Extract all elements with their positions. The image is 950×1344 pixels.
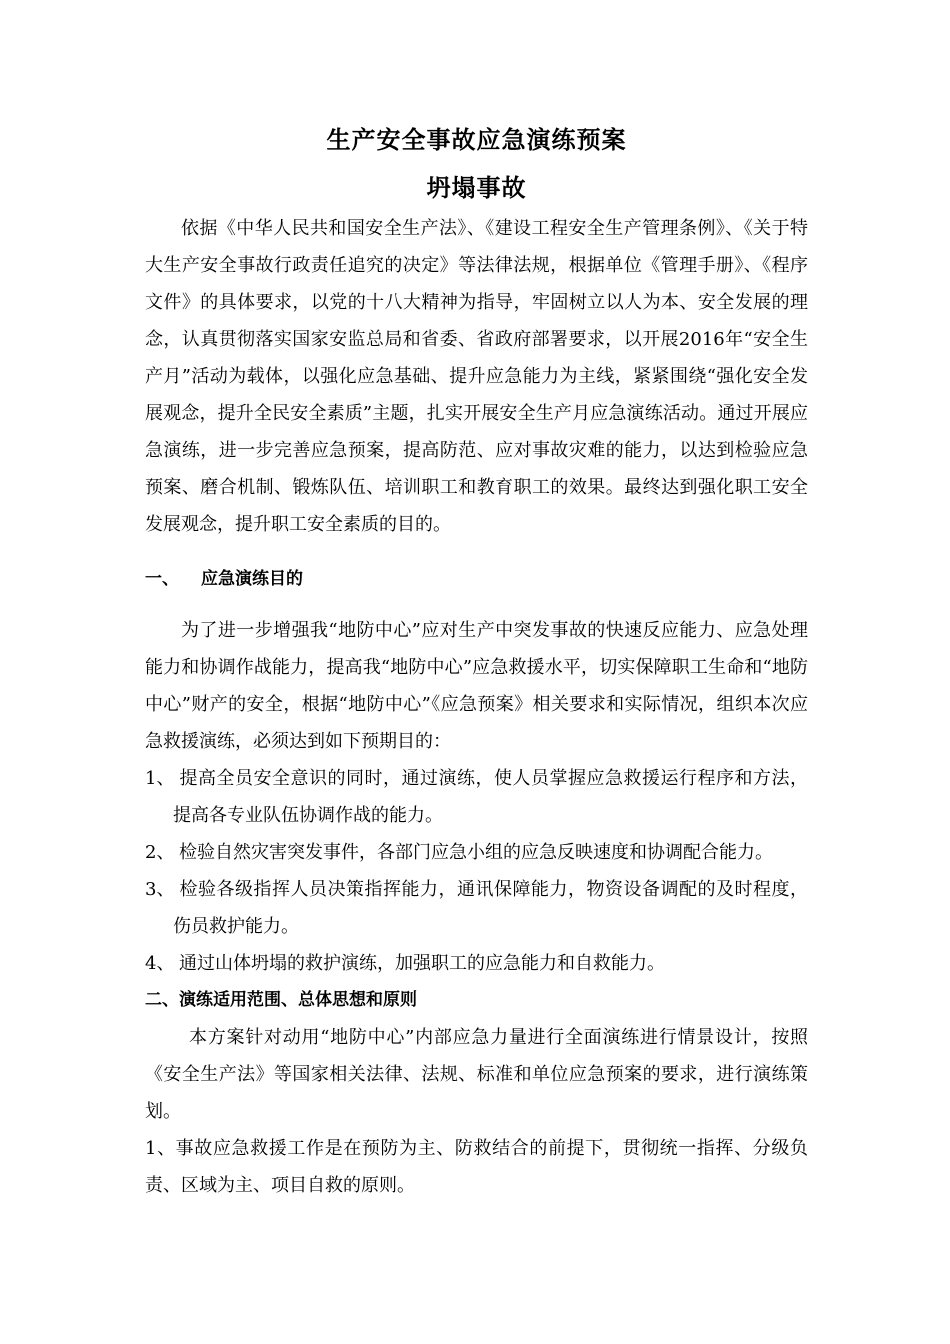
section1-heading — [145, 561, 808, 598]
list-item — [145, 834, 808, 871]
document-subtitle: 坍塌事故 — [426, 174, 527, 202]
list-item-text: 提高全员安全意识的同时，通过演练，使人员掌握应急救援运行程序和方法，提高各专业队伍协调作战的能力。 — [173, 768, 808, 826]
section1-number: 一、 — [145, 569, 179, 589]
list-item-number: 4、 — [145, 953, 175, 974]
list-item-number: 2、 — [145, 842, 175, 863]
list-item-text: 检验各级指挥人员决策指挥能力，通讯保障能力，物资设备调配的及时程度，伤员救护能力。 — [173, 879, 808, 937]
document-title: 生产安全事故应急演练预案 — [326, 126, 627, 154]
section2-heading: 二、演练适用范围、总体思想和原则 — [145, 990, 417, 1010]
list-item — [145, 871, 808, 945]
list-item — [145, 760, 808, 834]
section1-paragraph: 为了进一步增强我“地防中心”应对生产中突发事故的快速反应能力、应急处理能力和协调作战能力，提高我“地防中心”应急救援水平，切实保障职工生命和“地防中心”财产的安全，根据“地防中心”《应急预案》相关要求和实际情况，组织本次应急救援演练，必须达到如下预期目的： — [145, 620, 808, 752]
list-item-number: 3、 — [145, 879, 175, 900]
section2-item-1: 1、事故应急救援工作是在预防为主、防救结合的前提下，贯彻统一指挥、分级负责、区域为主、项目自救的原则。 — [145, 1138, 808, 1196]
list-item-number: 1、 — [145, 768, 175, 789]
section2-paragraph: 本方案针对动用“地防中心”内部应急力量进行全面演练进行情景设计，按照《安全生产法》等国家相关法律、法规、标准和单位应急预案的要求，进行演练策划。 — [145, 1027, 808, 1122]
list-item-text: 检验自然灾害突发事件，各部门应急小组的应急反映速度和协调配合能力。 — [179, 842, 773, 863]
list-item-text: 通过山体坍塌的救护演练，加强职工的应急能力和自救能力。 — [179, 953, 665, 974]
intro-paragraph: 依据《中华人民共和国安全生产法》、《建设工程安全生产管理条例》、《关于特大生产安全事故行政责任追究的决定》等法律法规，根据单位《管理手册》、《程序文件》的具体要求，以党的十八大精神为指导，牢固树立以人为本、安全发展的理念，认真贯彻落实国家安监总局和省委、省政府部署要求，以开展2016年“安全生产月”活动为载体，以强化应急基础、提升应急能力为主线，紧紧围绕“强化安全发展观念，提升全民安全素质”主题，扎实开展安全生产月应急演练活动。通过开展应急演练，进一步完善应急预案，提高防范、应对事故灾难的能力，以达到检验应急预案、磨合机制、锻炼队伍、培训职工和教育职工的效果。最终达到强化职工安全发展观念，提升职工安全素质的目的。 — [145, 218, 808, 535]
section1-heading-text: 应急演练目的 — [201, 569, 303, 589]
list-item — [145, 945, 808, 982]
section1-list — [145, 760, 808, 982]
